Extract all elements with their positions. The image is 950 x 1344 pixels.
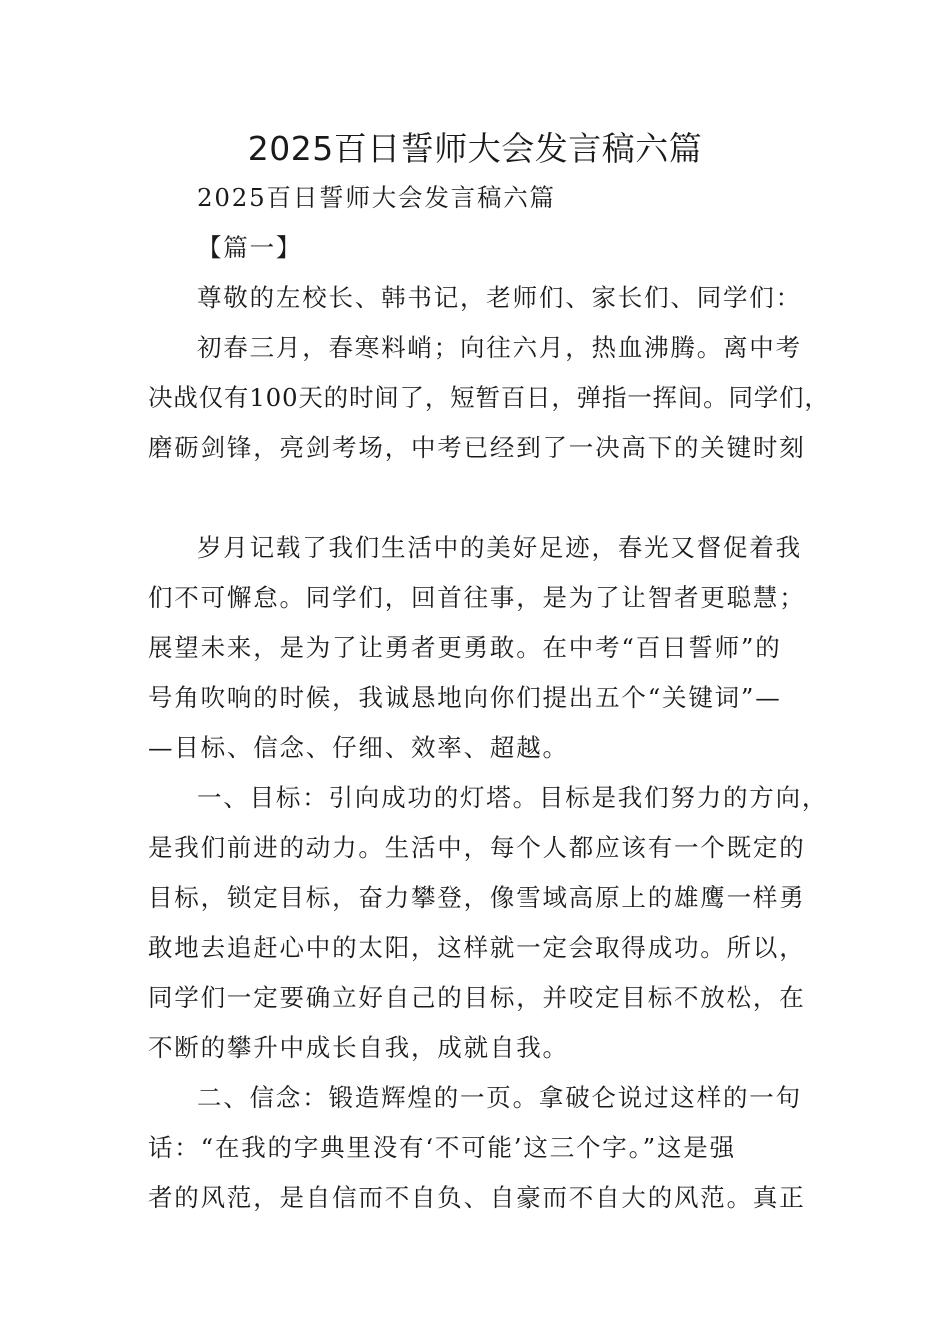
salutation: 尊敬的左校长、韩书记，老师们、家长们、同学们： bbox=[197, 283, 802, 312]
document-title: 2025百日誓师大会发言稿六篇 bbox=[247, 129, 703, 168]
paragraph-1-line: 初春三月，春寒料峭；向往六月，热血沸腾。离中考 bbox=[197, 333, 802, 362]
paragraph-3-line: 一、目标：引向成功的灯塔。目标是我们努力的方向， bbox=[197, 783, 829, 812]
paragraph-2-line: —目标、信念、仔细、效率、超越。 bbox=[148, 733, 569, 762]
paragraph-3-line: 不断的攀升中成长自我，成就自我。 bbox=[148, 1033, 569, 1062]
paragraph-2-line: 岁月记载了我们生活中的美好足迹，春光又督促着我 bbox=[197, 533, 802, 562]
document-subtitle: 2025百日誓师大会发言稿六篇 bbox=[197, 183, 556, 212]
paragraph-2-line: 号角吹响的时候，我诚恳地向你们提出五个“关键词”— bbox=[148, 683, 782, 712]
paragraph-4-line: 话：“在我的字典里没有‘不可能’这三个字。”这是强 bbox=[148, 1133, 736, 1162]
paragraph-1-line: 磨砺剑锋，亮剑考场，中考已经到了一决高下的关键时刻 bbox=[148, 433, 806, 462]
paragraph-2-line: 展望未来，是为了让勇者更勇敢。在中考“百日誓师”的 bbox=[148, 633, 782, 662]
paragraph-4-line: 者的风范，是自信而不自负、自豪而不自大的风范。真正 bbox=[148, 1183, 806, 1212]
paragraph-3-line: 是我们前进的动力。生活中，每个人都应该有一个既定的 bbox=[148, 833, 806, 862]
paragraph-3-line: 同学们一定要确立好自己的目标，并咬定目标不放松，在 bbox=[148, 983, 806, 1012]
paragraph-3-line: 敢地去追赶心中的太阳，这样就一定会取得成功。所以， bbox=[148, 933, 806, 962]
section-label: 【篇一】 bbox=[197, 233, 303, 262]
paragraph-2-line: 们不可懈怠。同学们，回首往事，是为了让智者更聪慧； bbox=[148, 583, 806, 612]
paragraph-4-line: 二、信念：锻造辉煌的一页。拿破仑说过这样的一句 bbox=[197, 1083, 802, 1112]
paragraph-3-line: 目标，锁定目标，奋力攀登，像雪域高原上的雄鹰一样勇 bbox=[148, 883, 806, 912]
paragraph-1-line: 决战仅有100天的时间了，短暂百日，弹指一挥间。同学们， bbox=[148, 383, 830, 412]
